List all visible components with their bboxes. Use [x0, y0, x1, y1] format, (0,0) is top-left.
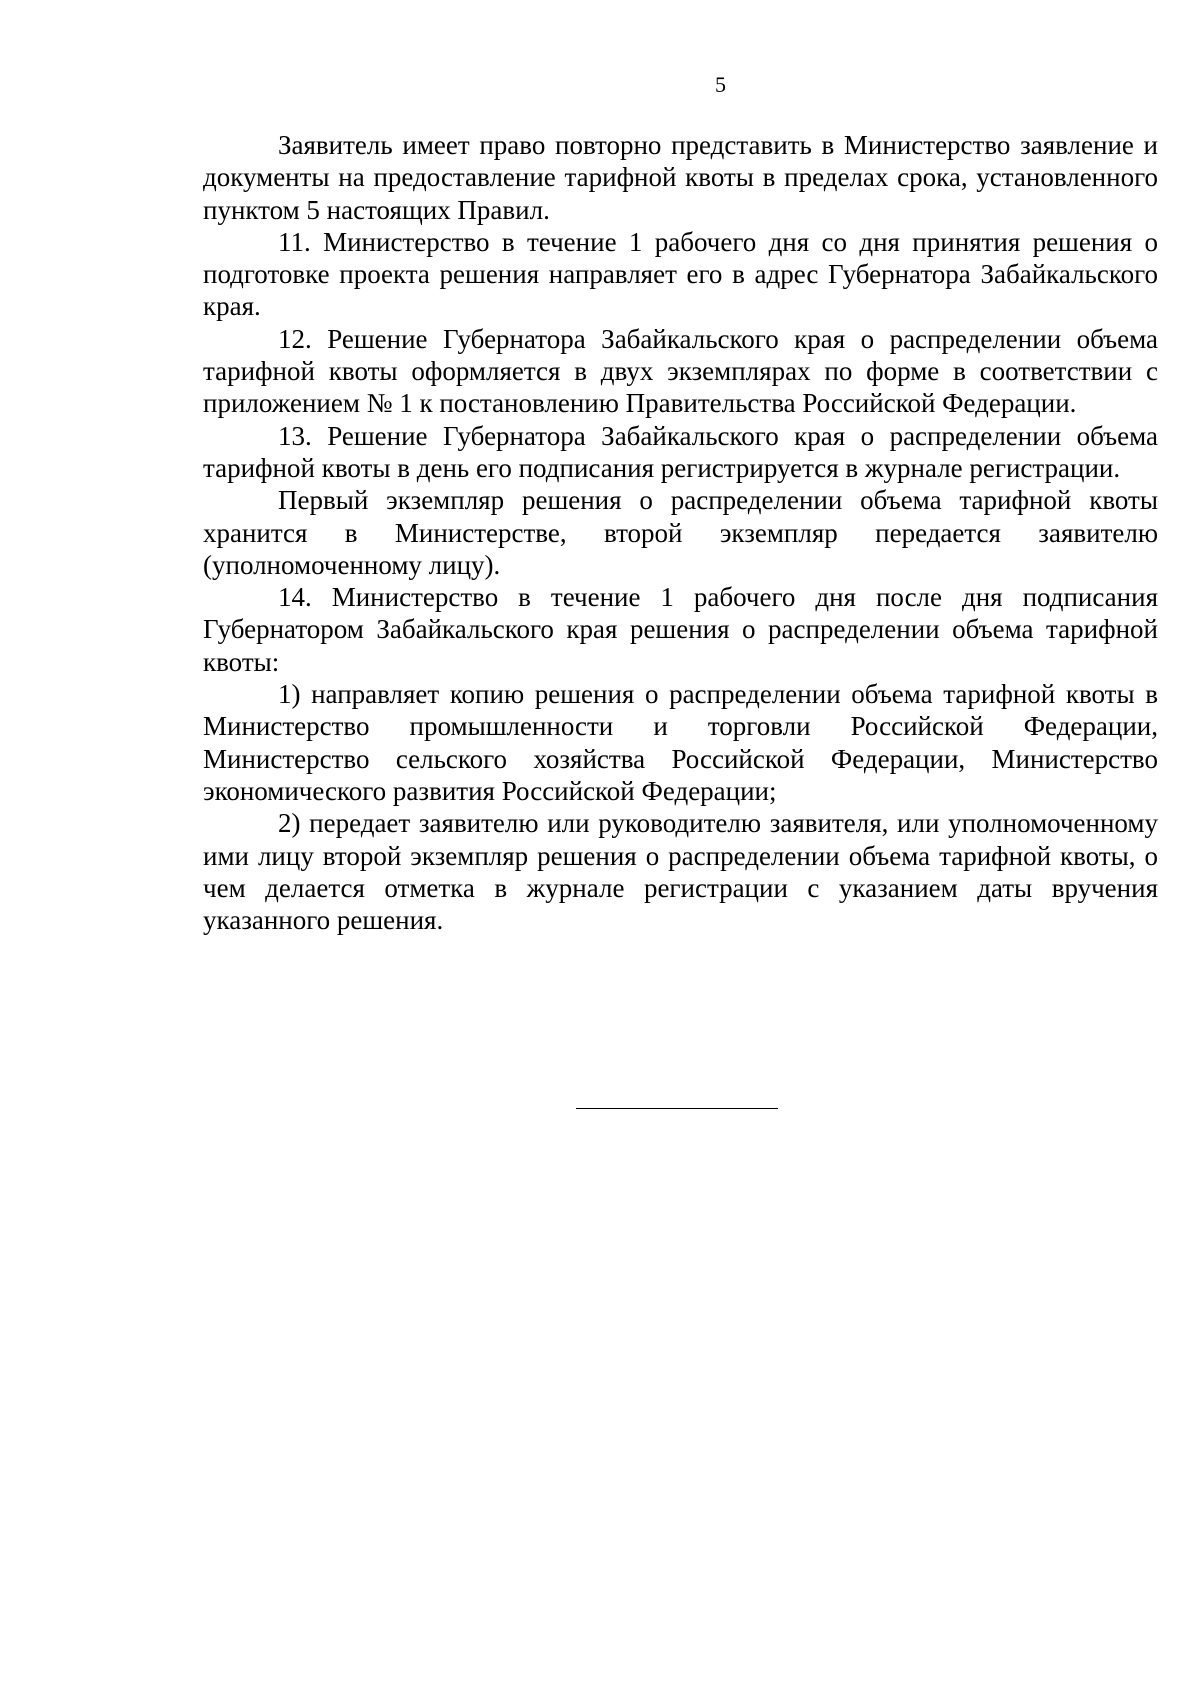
paragraph-resubmission: Заявитель имеет право повторно представить в Министерство заявление и документы на предоставление тарифной квоты в пределах срока, установленного пунктом 5 настоящих Правил. [203, 130, 1158, 225]
paragraph-14: 14. Министерство в течение 1 рабочего дня после дня подписания Губернатором Забайкальского края решения о распределении объема тарифной квоты: [203, 582, 1158, 677]
page-number: 5 [715, 72, 726, 97]
paragraph-14-item-1: 1) направляет копию решения о распределении объема тарифной квоты в Министерство промышленности и торговли Российской Федерации, Министерство сельского хозяйства Российской Федерации, Министерство экономического развития Российской Федерации; [203, 679, 1158, 806]
closing-divider [576, 1108, 778, 1109]
paragraph-13: 13. Решение Губернатора Забайкальского края о распределении объема тарифной квоты в день его подписания регистрируется в журнале регистрации. [203, 420, 1158, 483]
paragraph-first-copy: Первый экземпляр решения о распределении объема тарифной квоты хранится в Министерстве, второй экземпляр передается заявителю (уполномоченному лицу). [203, 485, 1158, 580]
document-body [203, 129, 1158, 936]
paragraph-14-item-2: 2) передает заявителю или руководителю заявителя, или уполномоченному ими лицу второй экземпляр решения о распределении объема тарифной квоты, о чем делается отметка в журнале регистрации с указанием даты вручения указанного решения. [203, 808, 1158, 936]
paragraph-12: 12. Решение Губернатора Забайкальского края о распределении объема тарифной квоты оформляется в двух экземплярах по форме в соответствии с приложением № 1 к постановлению Правительства Российской Федерации. [203, 323, 1158, 419]
paragraph-11: 11. Министерство в течение 1 рабочего дня со дня принятия решения о подготовке проекта решения направляет его в адрес Губернатора Забайкальского края. [203, 226, 1158, 322]
